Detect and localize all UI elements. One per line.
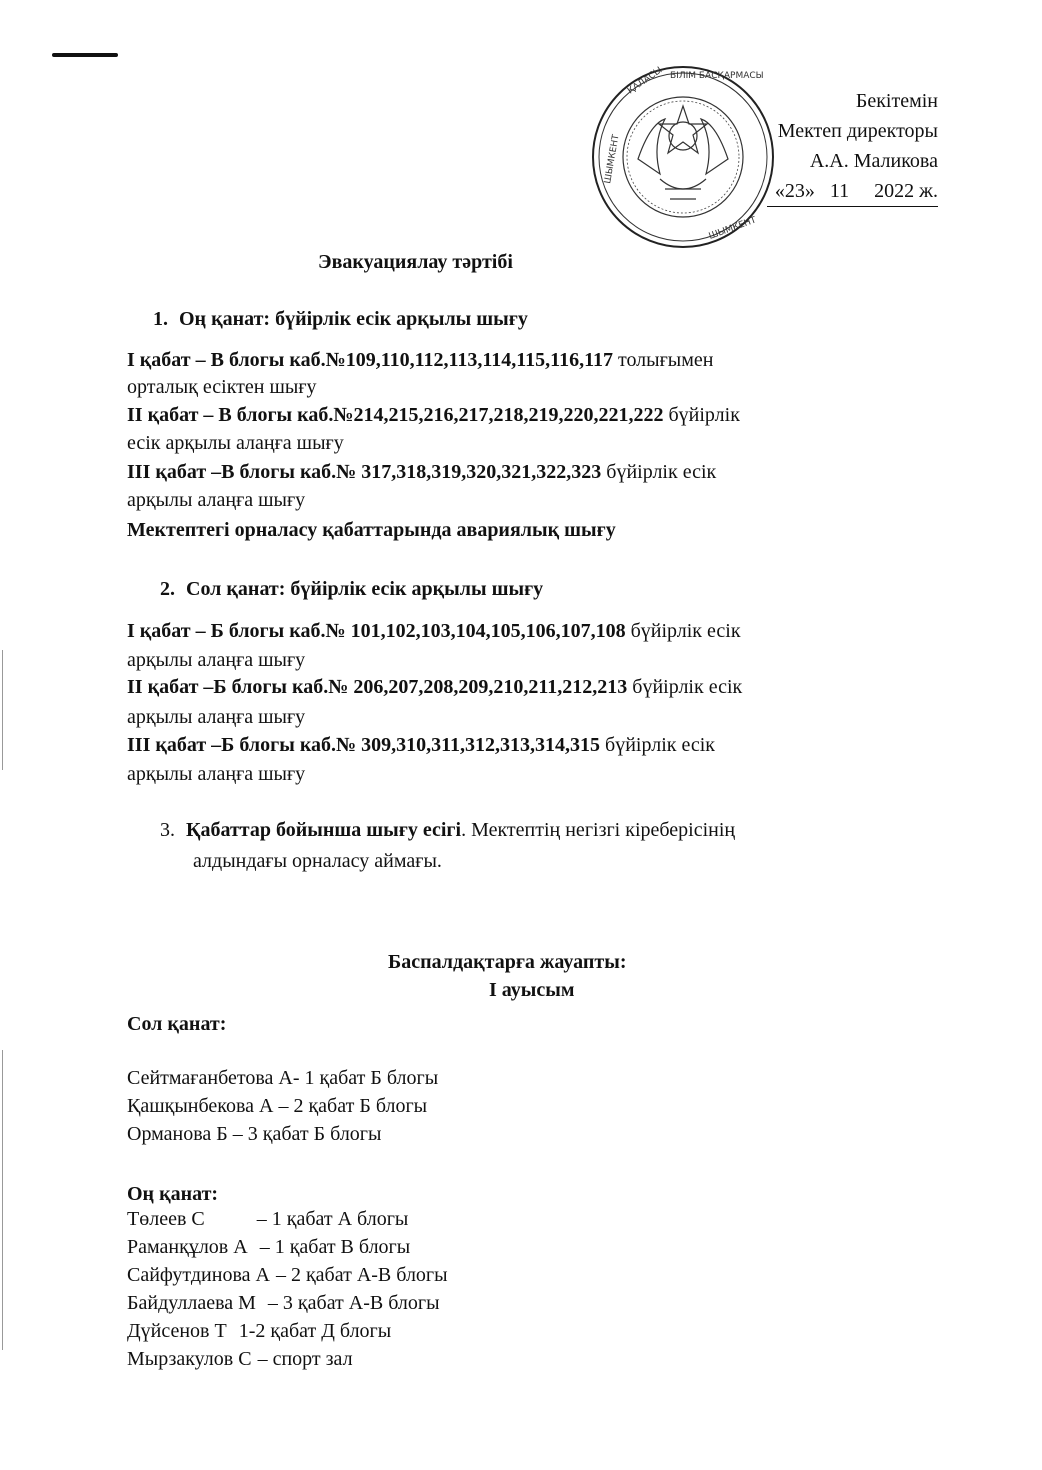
shift-label: I ауысым [489, 979, 575, 1001]
duty-person-name: Дүйсенов Т [127, 1320, 227, 1342]
evac-row-rooms: I қабат – Б блогы каб.№ 101,102,103,104,105,106,107,108 [127, 620, 626, 642]
svg-text:ШЫМКЕНТ: ШЫМКЕНТ [707, 215, 758, 242]
duty-person-name: Мырзакулов С [127, 1348, 252, 1370]
duty-person-name: Сайфутдинова А [127, 1264, 270, 1286]
section-number: 2. [160, 578, 175, 600]
svg-text:БІЛІМ БАСҚАРМАСЫ: БІЛІМ БАСҚАРМАСЫ [670, 71, 764, 81]
duty-person-name: Раманқұлов А [127, 1236, 248, 1258]
approval-word: Бекітемін [855, 90, 938, 112]
director-name: А.А. Маликова [809, 150, 938, 172]
evac-row-continued: арқылы алаңға шығу [127, 489, 306, 511]
duty-person-name: Төлеев С [127, 1208, 205, 1230]
section-heading-text: Оң қанат: бүйірлік есік арқылы шығу [179, 308, 528, 330]
evac-row-exit: бүйірлік есік [601, 461, 717, 483]
evac-row-exit: бүйірлік есік [627, 676, 743, 698]
section-number: 3. [160, 819, 175, 841]
section-heading-text: Қабаттар бойынша шығу есігі [186, 819, 462, 841]
evac-row-exit: толығымен [612, 349, 714, 371]
duty-person [127, 1347, 353, 1372]
duty-person-assignment: – 1 қабат А блогы [256, 1208, 409, 1230]
evac-row-continued: орталық есіктен шығу [127, 376, 317, 398]
evac-row [127, 675, 742, 700]
evac-row-continued: арқылы алаңға шығу [127, 763, 306, 785]
evac-row-continued: есік арқылы алаңға шығу [127, 432, 344, 454]
section-3-description: . Мектептің негізгі кіреберісінің [461, 819, 736, 841]
document-title: Эвакуациялау тәртібі [318, 251, 513, 273]
evac-row-rooms: I қабат – В блогы каб.№109,110,112,113,114,115,116,117 [127, 349, 613, 371]
svg-text:ҚАЛАСЫ: ҚАЛАСЫ [625, 65, 665, 97]
evac-row [127, 460, 716, 485]
duty-person-assignment: – 1 қабат В блогы [259, 1236, 411, 1258]
responsible-heading: Баспалдақтарға жауапты: [388, 951, 627, 973]
evac-row-continued: арқылы алаңға шығу [127, 706, 306, 728]
duty-person [127, 1291, 440, 1316]
evac-row [127, 733, 715, 758]
director-title: Мектеп директоры [777, 120, 938, 142]
evac-row [127, 403, 740, 428]
scan-edge-line [2, 650, 3, 770]
section-3-continued: алдындағы орналасу аймағы. [193, 850, 442, 872]
evac-row-exit: бүйірлік [663, 404, 740, 426]
duty-person [127, 1235, 410, 1260]
duty-person [127, 1207, 408, 1232]
approval-block [720, 86, 938, 207]
duty-person: Орманова Б – 3 қабат Б блогы [127, 1123, 382, 1145]
evac-row-rooms: II қабат – В блогы каб.№214,215,216,217,218,219,220,221,222 [127, 404, 664, 426]
evac-row-rooms: III қабат –Б блогы каб.№ 309,310,311,312,313,314,315 [127, 734, 601, 756]
section-number: 1. [153, 308, 168, 330]
evac-row-rooms: II қабат –Б блогы каб.№ 206,207,208,209,210,211,212,213 [127, 676, 628, 698]
date-day: «23» [774, 180, 815, 202]
scan-edge-line [2, 1050, 3, 1350]
evac-row-rooms: III қабат –В блогы каб.№ 317,318,319,320,321,322,323 [127, 461, 602, 483]
evac-row-exit: бүйірлік есік [625, 620, 741, 642]
scan-mark [52, 53, 118, 57]
evac-row [127, 348, 713, 373]
duty-person-assignment: 1-2 қабат Д блогы [238, 1320, 392, 1342]
emergency-exit-note: Мектептегі орналасу қабаттарында авариялық шығу [127, 519, 616, 541]
section-3-line [160, 818, 735, 843]
approval-date-line [767, 176, 938, 207]
evac-row-exit: бүйірлік есік [600, 734, 715, 756]
approval-date [720, 176, 938, 207]
duty-person-assignment: – спорт зал [257, 1348, 353, 1370]
duty-person [127, 1319, 391, 1344]
duty-person-assignment: – 2 қабат А-В блогы [275, 1264, 448, 1286]
svg-text:ШЫМКЕНТ: ШЫМКЕНТ [603, 133, 622, 185]
duty-person: Қашқынбекова А – 2 қабат Б блогы [127, 1095, 428, 1117]
duty-person-name: Байдуллаева М [127, 1292, 256, 1314]
date-month: 11 [829, 180, 850, 202]
section-2-heading [160, 577, 543, 602]
duty-person-assignment: – 3 қабат А-В блогы [267, 1292, 440, 1314]
section-1-heading [153, 307, 528, 332]
date-year: 2022 ж. [874, 180, 938, 202]
evac-row-continued: арқылы алаңға шығу [127, 649, 306, 671]
duty-person [127, 1263, 448, 1288]
duty-person: Сейтмағанбетова А- 1 қабат Б блогы [127, 1067, 439, 1089]
left-wing-label: Сол қанат: [127, 1013, 227, 1035]
right-wing-label: Оң қанат: [127, 1183, 219, 1205]
section-heading-text: Сол қанат: бүйірлік есік арқылы шығу [186, 578, 544, 600]
evac-row [127, 619, 741, 644]
